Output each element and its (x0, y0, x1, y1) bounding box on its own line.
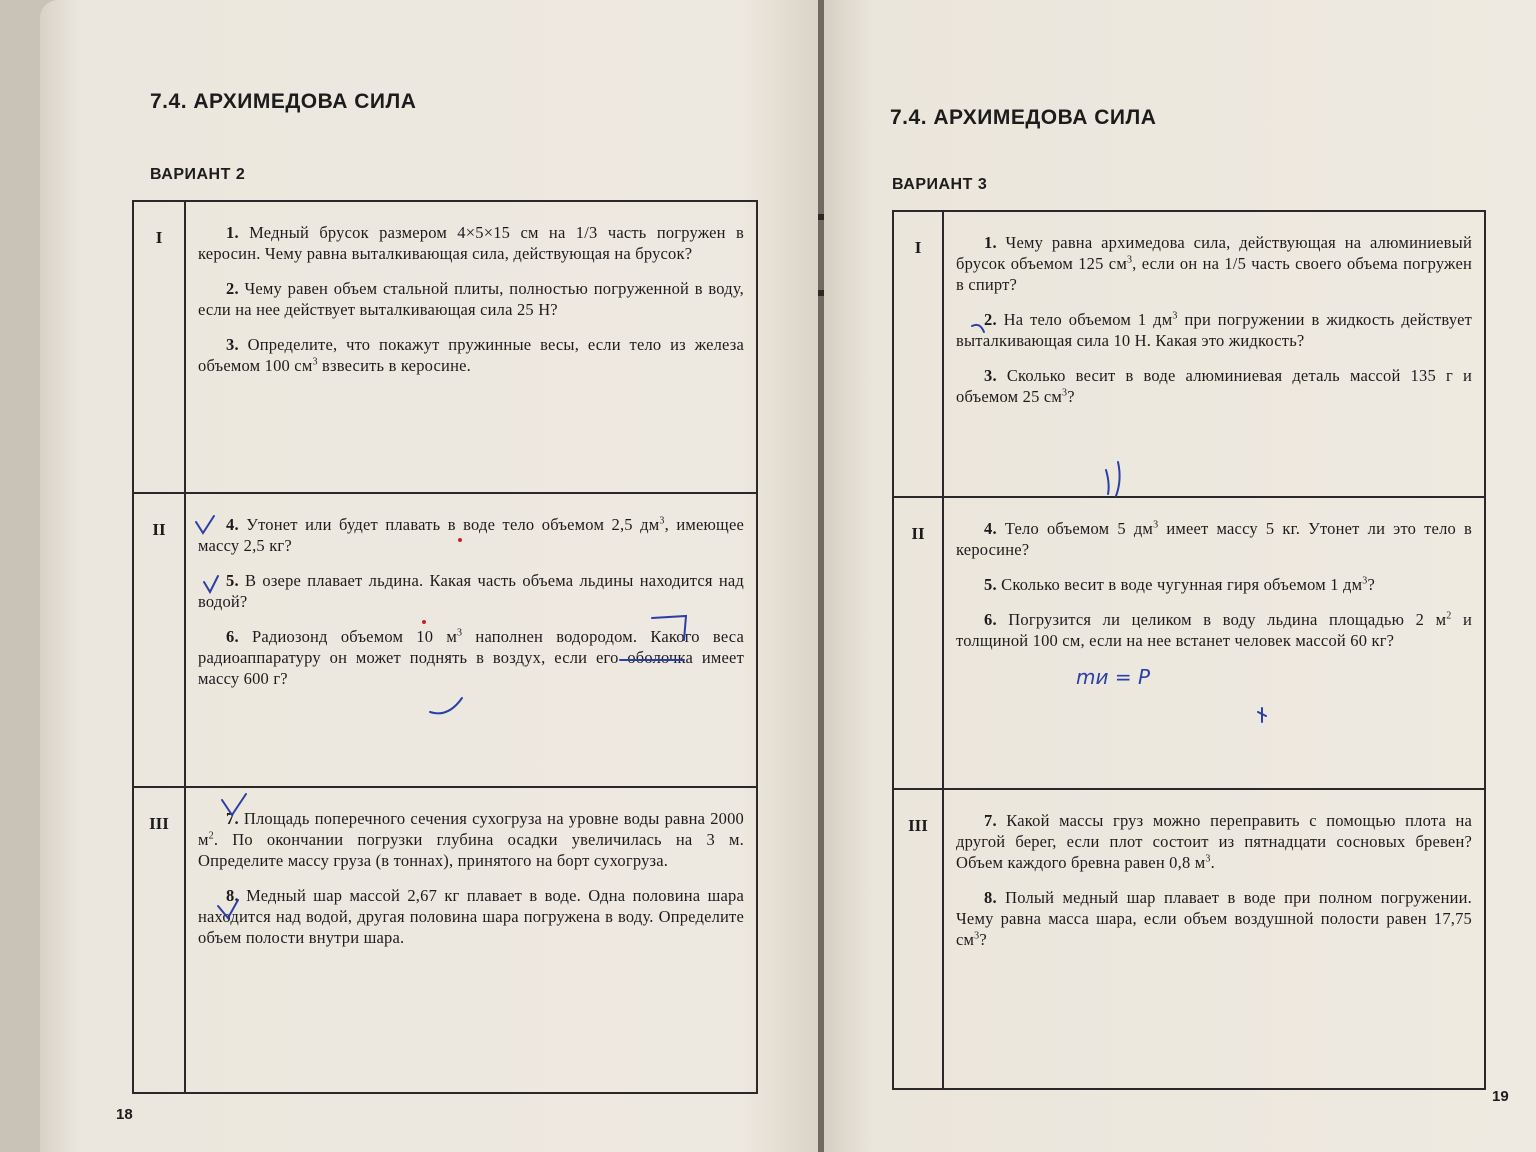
level-tasks (943, 497, 1485, 789)
level-label: II (133, 493, 185, 787)
page-number: 18 (116, 1106, 133, 1123)
level-row (893, 497, 1485, 789)
variant-label: ВАРИАНТ 2 (150, 166, 246, 183)
task-6: 6. Погрузится ли целиком в воду льдина площадью 2 $м^2$ и толщиной 100 см, если на нее встанет человек массой 60 кг? (956, 610, 1472, 650)
level-label: I (893, 211, 943, 497)
task-5: 5. В озере плавает льдина. Какая часть объема льдины находится над водой? (198, 571, 744, 611)
level-row (893, 211, 1485, 497)
task-3: 3. Определите, что покажут пружинные весы, если тело из железа объемом 100 $см^3$ взвесить в керосине. (198, 335, 744, 375)
task-7: 7. Площадь поперечного сечения сухогруза на уровне воды равна 2000 $м^2$. По окончании погрузки глубина осадки увеличилась на 3 м. Определите массу груза (в тоннах), принятого на борт сухогруза. (198, 809, 745, 870)
level-label: I (133, 201, 185, 493)
page-number: 19 (1492, 1088, 1509, 1105)
task-4: 4. Тело объемом 5 $дм^3$ имеет массу 5 кг. Утонет ли это тело в керосине? (956, 519, 1473, 559)
level-row (133, 201, 757, 493)
task-6: 6. Радиозонд объемом 10 $м^3$ наполнен водородом. Какого веса радиоаппаратуру он может поднять в воздух, если его оболочка имеет массу 600 г? (198, 627, 745, 688)
left-page (40, 0, 822, 1152)
level-tasks (943, 211, 1485, 497)
section-title: 7.4. АРХИМЕДОВА СИЛА (890, 106, 1157, 129)
level-row (893, 789, 1485, 1089)
task-1: 1. Медный брусок размером 4×5×15 см на 1/3 часть погружен в керосин. Чему равна выталкивающая сила, действующая на брусок? (198, 223, 744, 263)
task-8: 8. Медный шар массой 2,67 кг плавает в воде. Одна половина шара находится над водой, другая половина шара погружена в воду. Определите объем полости внутри шара. (198, 886, 744, 947)
task-4: 4. Утонет или будет плавать в воде тело объемом 2,5 $дм^3$, имеющее массу 2,5 кг? (198, 515, 745, 555)
task-5: 5. Сколько весит в воде чугунная гиря объемом 1 $дм^3$? (984, 575, 1375, 594)
section-title: 7.4. АРХИМЕДОВА СИЛА (150, 90, 417, 113)
level-tasks (185, 493, 757, 787)
handwritten-note: mи = P (1076, 665, 1151, 689)
task-1: 1. Чему равна архимедова сила, действующая на алюминиевый брусок объемом 125 $см^3$, если он на 1/5 часть своего объема погружен в спирт? (956, 233, 1472, 294)
task-2: 2. Чему равен объем стальной плиты, полностью погруженной в воду, если на нее действует выталкивающая сила 25 Н? (198, 279, 744, 319)
level-row (133, 787, 757, 1093)
task-2: 2. На тело объемом 1 $дм^3$ при погружении в жидкость действует выталкивающая сила 10 Н. Какая это жидкость? (956, 310, 1472, 350)
level-row (133, 493, 757, 787)
level-label: III (133, 787, 185, 1093)
level-label: II (893, 497, 943, 789)
task-3: 3. Сколько весит в воде алюминиевая деталь массой 135 г и объемом 25 $см^3$? (956, 366, 1472, 406)
task-8: 8. Полый медный шар плавает в воде при полном погружении. Чему равна масса шара, если объем воздушной полости равен 17,75 $см^3$? (956, 888, 1472, 949)
level-tasks (943, 789, 1485, 1089)
task-7: 7. Какой массы груз можно переправить с помощью плота на другой берег, если плот состоит из пятнадцати сосновых бревен? Объем каждого бревна равен 0,8 $м^3$. (956, 811, 1472, 872)
level-label: III (893, 789, 943, 1089)
right-page (824, 0, 1536, 1152)
task-table (892, 210, 1486, 1090)
level-tasks (185, 201, 757, 493)
task-table (132, 200, 758, 1094)
level-tasks (185, 787, 757, 1093)
variant-label: ВАРИАНТ 3 (892, 176, 988, 193)
